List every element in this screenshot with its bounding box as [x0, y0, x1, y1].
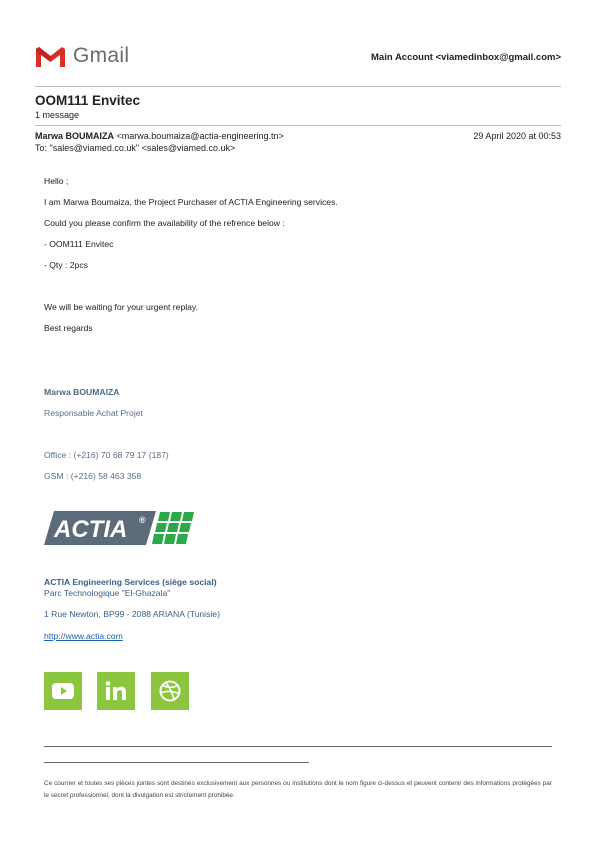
separator-line — [44, 746, 552, 747]
signature-title: Responsable Achat Projet — [44, 408, 143, 418]
company-name: ACTIA Engineering Services (siège social) — [44, 577, 217, 587]
to-line: To: "sales@viamed.co.uk" <sales@viamed.co.uk> — [35, 143, 236, 153]
signature-name: Marwa BOUMAIZA — [44, 387, 120, 397]
sender-email: <marwa.boumaiza@actia-engineering.tn> — [116, 131, 284, 141]
gmail-wordmark: Gmail — [73, 44, 130, 67]
company-address: 1 Rue Newton, BP99 - 2088 ARIANA (Tunisie) — [44, 609, 220, 619]
message-date: 29 April 2020 at 00:53 — [473, 131, 561, 141]
gmail-logo — [35, 44, 135, 70]
request-line: Could you please confirm the availability of the refrence below : — [44, 218, 285, 228]
intro-line: I am Marwa Boumaiza, the Project Purchaser of ACTIA Engineering services. — [44, 197, 338, 207]
account-label: Main Account <viamedinbox@gmail.com> — [371, 52, 561, 63]
company-website-link[interactable]: http://www.actia.com — [44, 631, 123, 641]
from-line — [35, 131, 284, 141]
closing-line: Best regards — [44, 323, 93, 333]
actia-logo-text: ACTIA — [54, 516, 128, 543]
youtube-icon — [52, 683, 74, 699]
company-park: Parc Technologique "El-Ghazala" — [44, 588, 171, 598]
linkedin-button[interactable] — [97, 672, 135, 710]
svg-text:®: ® — [139, 515, 146, 525]
dribbble-button[interactable] — [151, 672, 189, 710]
actia-logo — [44, 511, 196, 545]
thread-subject: OOM111 Envitec — [35, 93, 141, 108]
signature-gsm: GSM : (+216) 58 463 358 — [44, 471, 142, 481]
dribbble-icon — [159, 680, 181, 702]
item-line: - OOM111 Envitec — [44, 239, 114, 249]
waiting-line: We will be waiting for your urgent replay. — [44, 302, 198, 312]
linkedin-icon — [105, 681, 127, 701]
gmail-m-icon — [35, 46, 66, 68]
qty-line: - Qty : 2pcs — [44, 260, 88, 270]
header-divider — [35, 86, 561, 87]
signature-office: Office : (+216) 70 68 79 17 (187) — [44, 450, 169, 460]
subject-divider — [35, 125, 561, 126]
disclaimer-text: Ce courrier et toutes ses pièces jointes sont destinés exclusivement aux personnes ou institutions dont le nom figure ci-dessus et peuvent contenir des informations protégées par le secret professionnel, dont la divulgation est strictement prohibée. — [44, 780, 552, 799]
separator-line-short — [44, 762, 309, 763]
greeting: Hello ; — [44, 176, 69, 186]
youtube-button[interactable] — [44, 672, 82, 710]
sender-name: Marwa BOUMAIZA — [35, 131, 115, 141]
message-count: 1 message — [35, 110, 80, 120]
